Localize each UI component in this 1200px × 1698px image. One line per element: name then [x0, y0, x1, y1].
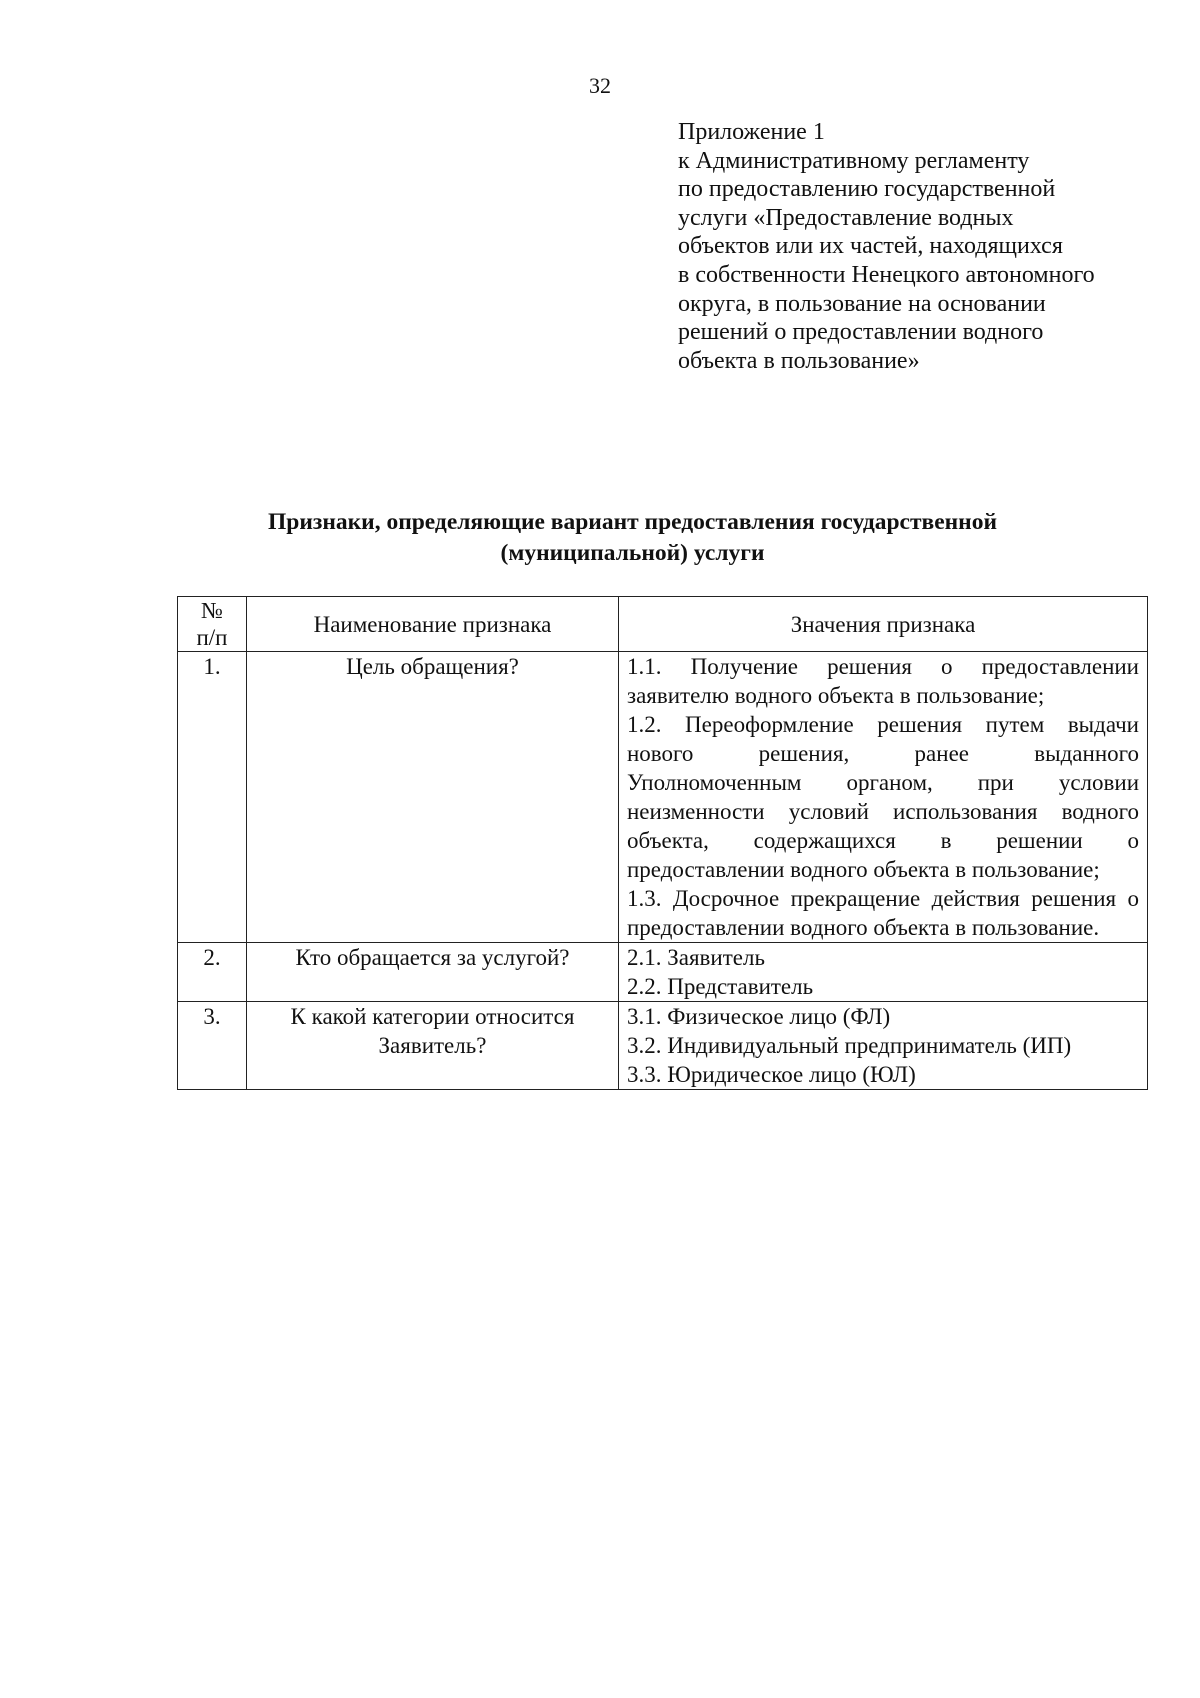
appendix-line: Приложение 1 [678, 119, 825, 145]
criterion-value: 2.1. Заявитель [627, 945, 765, 970]
criterion-value: 3.3. Юридическое лицо (ЮЛ) [627, 1062, 916, 1087]
row-criterion-values [619, 943, 1148, 1002]
appendix-line: решений о предоставлении водного [678, 319, 1044, 346]
document-title [160, 507, 1105, 569]
table-row [178, 1002, 1148, 1090]
row-number: 1. [178, 652, 247, 943]
criterion-value: 3.2. Индивидуальный предприниматель (ИП) [627, 1033, 1072, 1058]
row-criterion-values [619, 1002, 1148, 1090]
title-line: (муниципальной) услуги [500, 540, 765, 566]
criterion-value: 1.1. Получение решения о предоставлении заявителю водного объекта в пользование; [627, 654, 1139, 708]
criterion-value: 1.2. Переоформление решения путем выдачи нового решения, ранее выданного Уполномоченным органом, при условии неизменности условий использования водного объекта, содержащихся в решении о предоставлении водного объекта в пользование; [627, 712, 1139, 882]
appendix-line: к Административному регламенту [678, 147, 1030, 174]
appendix-line: в собственности Ненецкого автономного [678, 261, 1095, 288]
table-header-row [178, 597, 1148, 652]
criterion-value: 3.1. Физическое лицо (ФЛ) [627, 1004, 891, 1029]
row-criterion-name: К какой категории относится Заявитель? [247, 1002, 619, 1090]
page-number: 32 [589, 73, 611, 98]
header-values: Значения признака [619, 597, 1148, 652]
header-number [178, 597, 247, 652]
appendix-line: по предоставлению государственной [678, 176, 1056, 203]
row-criterion-name: Цель обращения? [247, 652, 619, 943]
appendix-line: объекта в пользование» [678, 347, 920, 374]
header-name: Наименование признака [247, 597, 619, 652]
appendix-line: округа, в пользование на основании [678, 290, 1046, 317]
appendix-line: услуги «Предоставление водных [678, 204, 1014, 231]
appendix-header [678, 118, 1158, 375]
table-row [178, 652, 1148, 943]
row-criterion-values [619, 652, 1148, 943]
criterion-value: 2.2. Представитель [627, 974, 814, 999]
criteria-table [177, 596, 1148, 1090]
header-number-sign: № [201, 598, 223, 623]
criterion-value: 1.3. Досрочное прекращение действия решения о предоставлении водного объекта в пользование. [627, 886, 1139, 940]
header-number-abbr: п/п [196, 625, 228, 650]
row-criterion-name: Кто обращается за услугой? [247, 943, 619, 1002]
appendix-line: объектов или их частей, находящихся [678, 233, 1063, 260]
title-line: Признаки, определяющие вариант предоставления государственной [268, 509, 997, 535]
row-number: 2. [178, 943, 247, 1002]
table-row [178, 943, 1148, 1002]
row-number: 3. [178, 1002, 247, 1090]
